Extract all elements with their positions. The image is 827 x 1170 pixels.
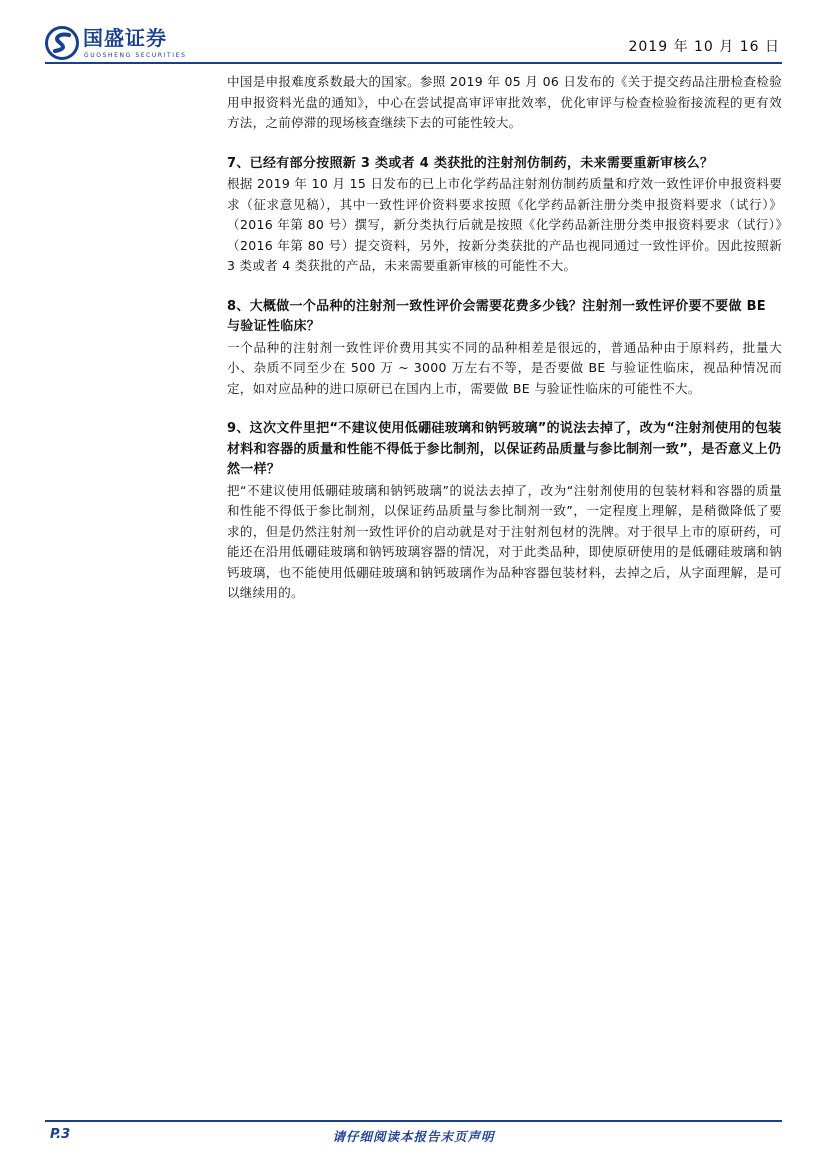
header-divider [45,62,782,64]
logo-mark-icon [45,26,79,60]
answer-8: 一个品种的注射剂一致性评价费用其实不同的品种相差是很远的，普通品种由于原料药，批量大小、杂质不同至少在 500 万 ~ 3000 万左右不等，是否要做 BE 与验证性临床，视品种情况而定，如对应品种的进口原研已在国内上市，需要做 BE 与验证性临床的可能性不大。 [227,339,782,396]
question-9: 9、这次文件里把“不建议使用低硼硅玻璃和钠钙玻璃”的说法去掉了，改为“注射剂使用的包装材料和容器的质量和性能不得低于参比制剂，以保证药品质量与参比制剂一致”，是否意义上仍然一样？ [227,421,782,477]
question-8: 8、大概做一个品种的注射剂一致性评价会需要花费多少钱？注射剂一致性评价要不要做 BE 与验证性临床？ [227,298,766,334]
paragraph-intro: 中国是申报难度系数最大的国家。参照 2019 年 05 月 06 日发布的《关于提交药品注册检查检验用申报资料光盘的通知》，中心在尝试提高审评审批效率，优化审评与检查检验衔接流程的更有效方法，之前停滞的现场核查继续下去的可能性较大。 [227,74,782,130]
logo-text-en: GUOSHENG SECURITIES [84,52,187,59]
company-logo [45,22,185,64]
page-header [45,22,782,64]
question-7: 7、已经有部分按照新 3 类或者 4 类获批的注射剂仿制药，未来需要重新审核么？ [227,155,714,171]
report-date: 2019 年 10 月 16 日 [628,39,780,55]
logo-text-cn: 国盛证券 [83,26,167,50]
main-content [227,72,782,604]
answer-9: 把“不建议使用低硼硅玻璃和钠钙玻璃”的说法去掉了，改为“注射剂使用的包装材料和容器的质量和性能不得低于参比制剂，以保证药品质量与参比制剂一致”，一定程度上理解，是稍微降低了要求的，但是仍然注射剂一致性评价的启动就是对于注射剂包材的洗牌。对于很早上市的原研药，可能还在沿用低硼硅玻璃和钠钙玻璃容器的情况，对于此类品种，即使原研使用的是低硼硅玻璃和钠钙玻璃，也不能使用低硼硅玻璃和钠钙玻璃作为品种容器包装材料，去掉之后，从字面理解，是可以继续用的。 [227,482,782,600]
page-number: P.3 [50,1127,71,1142]
disclaimer-note: 请仔细阅读本报告末页声明 [332,1129,495,1144]
footer-divider [45,1120,782,1122]
answer-7: 根据 2019 年 10 月 15 日发布的已上市化学药品注射剂仿制药质量和疗效一致性评价申报资料要求（征求意见稿），其中一致性评价资料要求按照《化学药品新注册分类申报资料要求（试行）》（2016 年第 80 号）撰写，新分类执行后就是按照《化学药品新注册分类申报资料要求（试行）》（2016 年第 80 号）提交资料，另外，按新分类获批的产品也视同通过一致性评价。因此按照新 3 类或者 4 类获批的产品，未来需要重新审核的可能性不大。 [227,176,782,273]
